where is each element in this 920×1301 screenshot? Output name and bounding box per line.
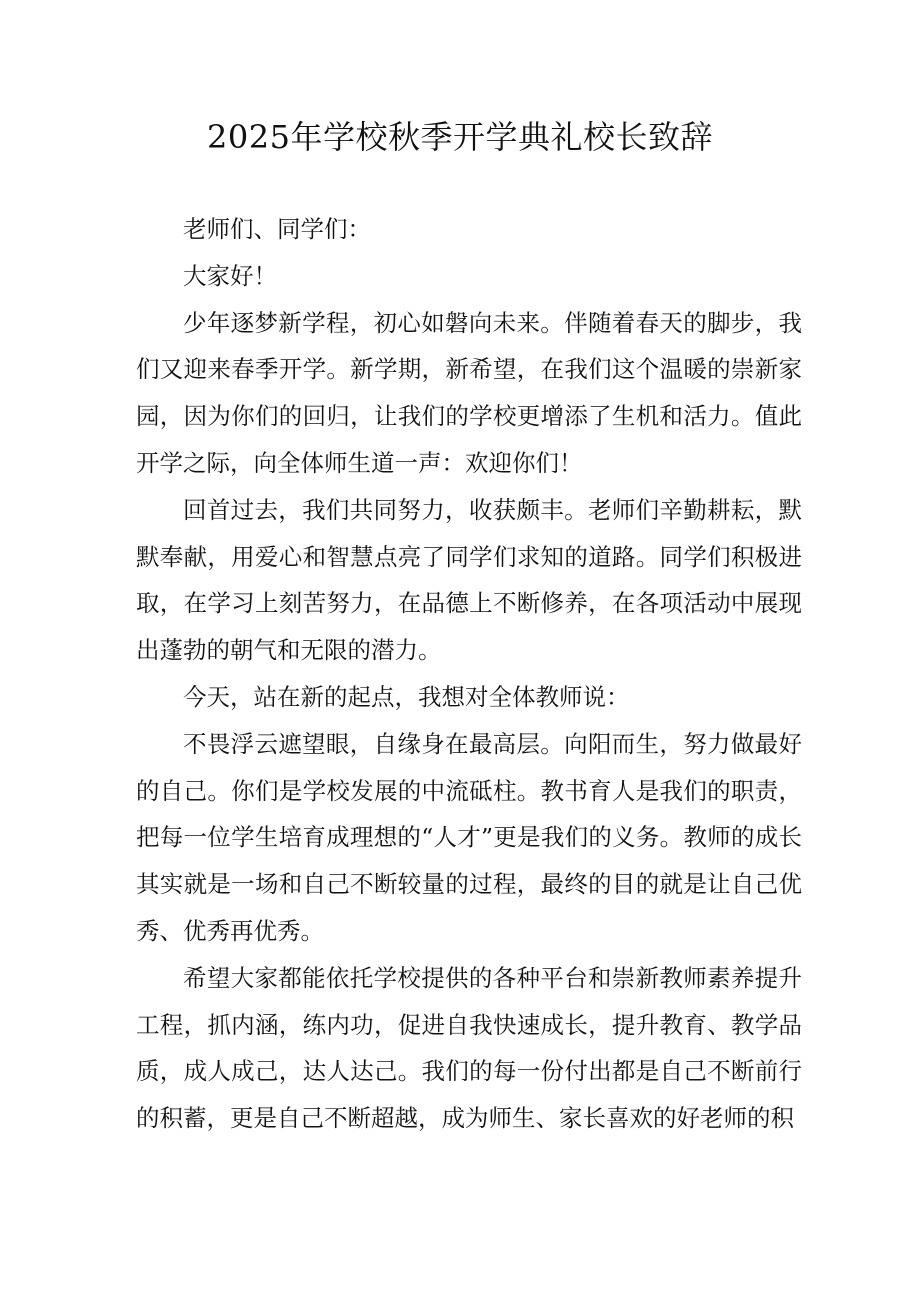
document-title: 2025年学校秋季开学典礼校长致辞: [207, 118, 713, 156]
document-body: [136, 206, 802, 1142]
salutation: 老师们、同学们：: [183, 215, 371, 243]
paragraph-review: 回首过去，我们共同努力，收获颇丰。老师们辛勤耕耘，默默奉献，用爱心和智慧点亮了同学们求知的道路。同学们积极进取，在学习上刻苦努力，在品德上不断修养，在各项活动中展现出蓬勃的朝气和无限的潜力。: [136, 495, 802, 665]
paragraph-teacher-growth: 不畏浮云遮望眼，自缘身在最高层。向阳而生，努力做最好的自己。你们是学校发展的中流砥柱。教书育人是我们的职责，把每一位学生培育成理想的“人才”更是我们的义务。教师的成长其实就是一场和自己不断较量的过程，最终的目的就是让自己优秀、优秀再优秀。: [136, 729, 802, 945]
paragraph-hope: 希望大家都能依托学校提供的各种平台和崇新教师素养提升工程，抓内涵，练内功，促进自我快速成长，提升教育、教学品质，成人成己，达人达己。我们的每一份付出都是自己不断前行的积蓄，更是自己不断超越，成为师生、家长喜欢的好老师的积: [136, 963, 802, 1133]
paragraph-welcome: 少年逐梦新学程，初心如磐向未来。伴随着春天的脚步，我们又迎来春季开学。新学期，新希望，在我们这个温暖的崇新家园，因为你们的回归，让我们的学校更增添了生机和活力。值此开学之际，向全体师生道一声：欢迎你们！: [136, 308, 802, 477]
paragraph-address-teachers: 今天，站在新的起点，我想对全体教师说：: [183, 682, 630, 711]
greeting: 大家好！: [183, 261, 277, 290]
